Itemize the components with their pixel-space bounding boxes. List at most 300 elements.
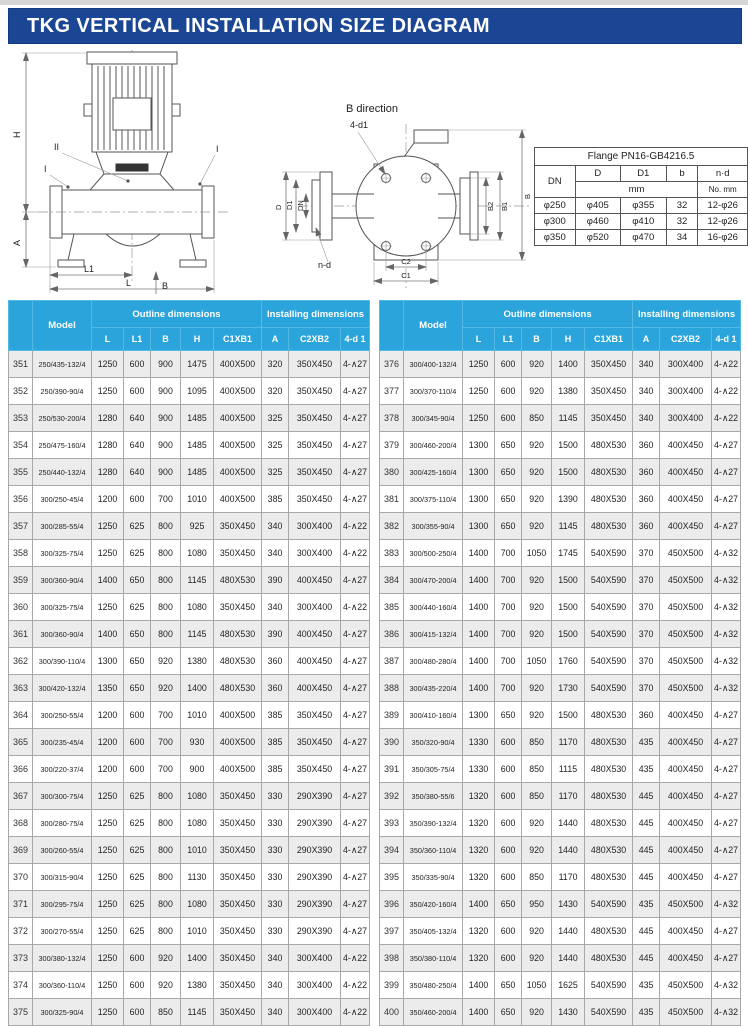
cell: 650: [495, 999, 522, 1026]
table-row: [9, 891, 370, 918]
table-row: [9, 432, 370, 459]
cell: 480X530: [585, 783, 633, 810]
cell: 340: [262, 540, 289, 567]
cell: 4-∧32: [712, 999, 741, 1026]
cell: 300X400: [289, 513, 341, 540]
cell: 1500: [552, 594, 585, 621]
cell: 400X450: [660, 783, 712, 810]
cell: 600: [495, 405, 522, 432]
cell: 300/390-110/4: [33, 648, 92, 675]
cell: 300/300-75/4: [33, 783, 92, 810]
cell: 650: [495, 432, 522, 459]
cell: 1760: [552, 648, 585, 675]
cell: 1400: [181, 945, 214, 972]
cell: 340: [633, 378, 660, 405]
cell: 1500: [552, 621, 585, 648]
cell: 920: [522, 351, 552, 378]
cell: 640: [124, 459, 151, 486]
table-row: [9, 648, 370, 675]
cell: 1350: [92, 675, 124, 702]
cell: 290X390: [289, 891, 341, 918]
cell: 370: [633, 594, 660, 621]
cell: 800: [151, 837, 181, 864]
flange-table: [534, 147, 748, 246]
cell: 650: [124, 567, 151, 594]
cell: 300/410-160/4: [404, 702, 463, 729]
cell: 900: [151, 432, 181, 459]
cell: 1145: [181, 999, 214, 1026]
table-row: [9, 999, 370, 1026]
cell: 4-∧27: [712, 918, 741, 945]
cell: 250/530-200/4: [33, 405, 92, 432]
cell: 398: [380, 945, 404, 972]
cell: 920: [151, 648, 181, 675]
cell: 600: [124, 756, 151, 783]
table-row: [9, 459, 370, 486]
cell: 850: [522, 405, 552, 432]
table-row: [9, 567, 370, 594]
cell: 400X450: [660, 513, 712, 540]
cell: 400X500: [214, 756, 262, 783]
table-row: [9, 702, 370, 729]
cell: 435: [633, 999, 660, 1026]
cell: 1440: [552, 918, 585, 945]
cell: 379: [380, 432, 404, 459]
cell: 1250: [92, 891, 124, 918]
cell: 650: [124, 675, 151, 702]
cell: 370: [633, 621, 660, 648]
flange-col-d: D: [575, 166, 620, 182]
cell: 4-∧27: [341, 810, 370, 837]
table-row: [9, 540, 370, 567]
cell: 850: [151, 999, 181, 1026]
cell: 920: [522, 513, 552, 540]
cell: 1050: [522, 972, 552, 999]
cell: 600: [495, 729, 522, 756]
cell: 300/435-220/4: [404, 675, 463, 702]
cell: 480X530: [214, 567, 262, 594]
cell: 1300: [463, 432, 495, 459]
cell: 4-∧27: [341, 405, 370, 432]
cell: 600: [495, 810, 522, 837]
cell: 290X390: [289, 864, 341, 891]
table-row: [9, 810, 370, 837]
cell: 1130: [181, 864, 214, 891]
cell: 1320: [463, 918, 495, 945]
cell: 400X450: [289, 648, 341, 675]
cell: 1145: [181, 567, 214, 594]
cell: 300/460-200/4: [404, 432, 463, 459]
table-row: [535, 230, 748, 246]
cell: 350X450: [214, 864, 262, 891]
cell: 435: [633, 729, 660, 756]
cell: 300/425-160/4: [404, 459, 463, 486]
cell: 356: [9, 486, 33, 513]
cell: 1500: [552, 702, 585, 729]
cell: 1400: [463, 594, 495, 621]
cell: 1440: [552, 810, 585, 837]
flange-table-title: Flange PN16-GB4216.5: [535, 148, 748, 166]
cell: 353: [9, 405, 33, 432]
col-c1xb1: C1XB1: [214, 328, 262, 351]
cell: 350X450: [214, 513, 262, 540]
cell: 1400: [92, 567, 124, 594]
cell: 450X500: [660, 567, 712, 594]
cell: 4-∧32: [712, 594, 741, 621]
cell: 4-∧22: [712, 351, 741, 378]
cell: 700: [151, 729, 181, 756]
cell: 1250: [463, 378, 495, 405]
cell: 1080: [181, 891, 214, 918]
table-row: [380, 837, 741, 864]
cell: 650: [495, 459, 522, 486]
cell: 362: [9, 648, 33, 675]
table-row: [9, 783, 370, 810]
cell: 4-∧27: [341, 702, 370, 729]
cell: 360: [262, 675, 289, 702]
cell: 480X530: [585, 459, 633, 486]
cell: 340: [633, 405, 660, 432]
table-row: [380, 351, 741, 378]
cell: 366: [9, 756, 33, 783]
cell: 700: [495, 594, 522, 621]
table-row: [380, 378, 741, 405]
cell: 1080: [181, 810, 214, 837]
cell: 250/440-132/4: [33, 459, 92, 486]
cell: 4-∧27: [341, 675, 370, 702]
cell: 300/325-75/4: [33, 540, 92, 567]
cell: 1250: [92, 999, 124, 1026]
cell: 4-∧27: [341, 864, 370, 891]
col-h: H: [181, 328, 214, 351]
cell: 371: [9, 891, 33, 918]
table-row: [380, 972, 741, 999]
cell: 1400: [463, 999, 495, 1026]
cell: 300/285-55/4: [33, 513, 92, 540]
cell: 1200: [92, 729, 124, 756]
cell: 450X500: [660, 594, 712, 621]
table-row: [380, 999, 741, 1026]
cell: 350/305-75/4: [404, 756, 463, 783]
cell: 600: [124, 702, 151, 729]
cell: 1145: [552, 405, 585, 432]
flange-col-nd: n·d: [698, 166, 748, 182]
cell: 1010: [181, 837, 214, 864]
table-row: [9, 945, 370, 972]
cell: 350/320-90/4: [404, 729, 463, 756]
cell: 1250: [92, 837, 124, 864]
cell: 1320: [463, 837, 495, 864]
cell: 300/360-90/4: [33, 567, 92, 594]
cell: 450X500: [660, 621, 712, 648]
cell: 370: [9, 864, 33, 891]
cell: 800: [151, 783, 181, 810]
cell: 600: [495, 945, 522, 972]
cell: 800: [151, 594, 181, 621]
cell: 350/335-90/4: [404, 864, 463, 891]
cell: 450X500: [660, 648, 712, 675]
cell: 360: [633, 513, 660, 540]
table-row: [9, 837, 370, 864]
cell: 300/250-45/4: [33, 486, 92, 513]
cell: 300/415-132/4: [404, 621, 463, 648]
cell: 290X390: [289, 783, 341, 810]
cell: 1280: [92, 459, 124, 486]
table-row: [380, 486, 741, 513]
cell: 330: [262, 783, 289, 810]
cell: 4-∧32: [712, 648, 741, 675]
cell: 350X450: [585, 405, 633, 432]
cell: 920: [151, 945, 181, 972]
cell: 600: [495, 837, 522, 864]
cell: 300/500-250/4: [404, 540, 463, 567]
cell: 600: [124, 945, 151, 972]
cell: 350X450: [214, 999, 262, 1026]
table-row: [380, 783, 741, 810]
cell: 1400: [181, 675, 214, 702]
table-row: [9, 675, 370, 702]
cell: 4-∧27: [341, 351, 370, 378]
cell: 1380: [181, 648, 214, 675]
cell: 1145: [552, 513, 585, 540]
cell: φ355: [621, 198, 666, 214]
cell: 4-∧27: [712, 513, 741, 540]
flange-col-dn: DN: [535, 166, 576, 198]
cell: 370: [633, 540, 660, 567]
cell: φ405: [575, 198, 620, 214]
cell: 4-∧27: [341, 486, 370, 513]
cell: 300X400: [289, 594, 341, 621]
cell: 1250: [92, 783, 124, 810]
cell: 399: [380, 972, 404, 999]
cell: 32: [666, 214, 698, 230]
cell: 300X400: [660, 351, 712, 378]
table-row: [380, 513, 741, 540]
cell: 480X530: [585, 513, 633, 540]
cell: 920: [522, 594, 552, 621]
dim-l-label: L: [126, 278, 132, 288]
table-row: [9, 621, 370, 648]
cell: 400X450: [289, 621, 341, 648]
page-title: TKG VERTICAL INSTALLATION SIZE DIAGRAM: [8, 8, 742, 44]
cell: 1485: [181, 459, 214, 486]
col-a: A: [262, 328, 289, 351]
cell: 700: [495, 675, 522, 702]
cell: 920: [522, 675, 552, 702]
cell: 1250: [92, 972, 124, 999]
cell: 351: [9, 351, 33, 378]
cell: 850: [522, 864, 552, 891]
col-c1xb1: C1XB1: [585, 328, 633, 351]
cell: 1485: [181, 432, 214, 459]
cell: 400X450: [660, 459, 712, 486]
cell: 377: [380, 378, 404, 405]
cell: 850: [522, 729, 552, 756]
table-row: [535, 214, 748, 230]
cell: 300X400: [289, 945, 341, 972]
cell: 900: [151, 378, 181, 405]
cell: 1380: [181, 972, 214, 999]
cell: 300/325-75/4: [33, 594, 92, 621]
cell: 4-∧32: [712, 621, 741, 648]
cell: 1390: [552, 486, 585, 513]
cell: 350X450: [585, 351, 633, 378]
cell: 392: [380, 783, 404, 810]
cell: 350X450: [289, 378, 341, 405]
cell: 4-∧27: [712, 783, 741, 810]
cell: 384: [380, 567, 404, 594]
cell: 1115: [552, 756, 585, 783]
cell: 363: [9, 675, 33, 702]
cell: 540X590: [585, 675, 633, 702]
cell: 300/235-45/4: [33, 729, 92, 756]
cell: 640: [124, 405, 151, 432]
cell: 350X450: [214, 918, 262, 945]
cell: 1400: [463, 621, 495, 648]
cell: 330: [262, 918, 289, 945]
cell: 300/400-132/4: [404, 351, 463, 378]
outline-dimensions-header: Outline dimensions: [463, 301, 633, 328]
spec-table-right: [379, 300, 741, 1026]
cell: 920: [522, 702, 552, 729]
col-l: L: [92, 328, 124, 351]
cell: 700: [151, 702, 181, 729]
port-ii-label: II: [54, 142, 60, 152]
col-l: L: [463, 328, 495, 351]
cell: 300/355-90/4: [404, 513, 463, 540]
cell: 4-∧22: [341, 540, 370, 567]
cell: 359: [9, 567, 33, 594]
cell: 480X530: [585, 756, 633, 783]
cell: 450X500: [660, 675, 712, 702]
cell: 920: [522, 999, 552, 1026]
cell: 300/420-132/4: [33, 675, 92, 702]
cell: 340: [262, 999, 289, 1026]
cell: 300/270-55/4: [33, 918, 92, 945]
cell: 355: [9, 459, 33, 486]
cell: 4-∧27: [712, 702, 741, 729]
cell: 4-∧22: [712, 405, 741, 432]
col-l1: L1: [124, 328, 151, 351]
cell: 400X500: [214, 459, 262, 486]
cell: 1400: [463, 972, 495, 999]
cell: 390: [262, 621, 289, 648]
table-row: [380, 540, 741, 567]
cell: 350X450: [214, 783, 262, 810]
cell: 340: [262, 945, 289, 972]
cell: 400X500: [214, 351, 262, 378]
flange-unit-nd: No. mm: [698, 182, 748, 198]
cell: 385: [380, 594, 404, 621]
cell: 480X530: [585, 918, 633, 945]
cell: 1250: [463, 405, 495, 432]
cell: φ460: [575, 214, 620, 230]
cell: 480X530: [585, 702, 633, 729]
cell: 400X500: [214, 702, 262, 729]
port-note-ii: II : Rp1/4": [220, 352, 260, 362]
table-row: [9, 972, 370, 999]
table-row: [380, 702, 741, 729]
cell: 300/280-75/4: [33, 810, 92, 837]
cell: 450X500: [660, 540, 712, 567]
outline-dimensions-header: Outline dimensions: [92, 301, 262, 328]
cell: 445: [633, 783, 660, 810]
cell: 480X530: [214, 675, 262, 702]
cell: 400X450: [660, 486, 712, 513]
cell: 1300: [463, 513, 495, 540]
cell: 376: [380, 351, 404, 378]
cell: 1250: [92, 513, 124, 540]
cell: 352: [9, 378, 33, 405]
cell: 4-∧27: [712, 837, 741, 864]
cell: 350X450: [289, 729, 341, 756]
table-row: [9, 378, 370, 405]
cell: 300X400: [660, 378, 712, 405]
cell: 1430: [552, 891, 585, 918]
cell: 4-∧27: [341, 621, 370, 648]
cell: 290X390: [289, 918, 341, 945]
table-row: [380, 459, 741, 486]
cell: 395: [380, 864, 404, 891]
cell: 625: [124, 891, 151, 918]
cell: 360: [633, 432, 660, 459]
cell: 390: [262, 567, 289, 594]
table-row: [380, 621, 741, 648]
cell: 375: [9, 999, 33, 1026]
cell: 650: [124, 621, 151, 648]
cell: 350/380-110/4: [404, 945, 463, 972]
port-i-right-label: I: [216, 144, 219, 154]
cell: 650: [495, 972, 522, 999]
flange-col-b: b: [666, 166, 698, 182]
cell: 354: [9, 432, 33, 459]
cell: 300X400: [289, 972, 341, 999]
cell: 850: [522, 783, 552, 810]
col-b: B: [522, 328, 552, 351]
cell: 1250: [92, 594, 124, 621]
dim-b-label: B: [162, 281, 169, 291]
cell: 1475: [181, 351, 214, 378]
cell: 540X590: [585, 594, 633, 621]
cell: 32: [666, 198, 698, 214]
cell: 4-∧27: [712, 432, 741, 459]
cell: 1380: [552, 378, 585, 405]
cell: 600: [495, 918, 522, 945]
cell: 625: [124, 918, 151, 945]
dim-a-label: A: [12, 239, 22, 246]
cell: 385: [262, 729, 289, 756]
cell: 4-∧22: [341, 999, 370, 1026]
cell: 1250: [92, 351, 124, 378]
table-row: [380, 756, 741, 783]
table-row: [380, 567, 741, 594]
cell: 350X450: [585, 378, 633, 405]
cell: 350/380-55/6: [404, 783, 463, 810]
cell: 400X450: [660, 837, 712, 864]
cell: 480X530: [585, 837, 633, 864]
cell: 400X450: [660, 756, 712, 783]
cell: 540X590: [585, 972, 633, 999]
cell: 1300: [463, 459, 495, 486]
flange-unit: mm: [575, 182, 698, 198]
cell: 700: [495, 567, 522, 594]
cell: 4-∧22: [712, 378, 741, 405]
cell: 920: [522, 810, 552, 837]
cell: 385: [262, 702, 289, 729]
cell: 4-∧22: [341, 972, 370, 999]
col-l1: L1: [495, 328, 522, 351]
cell: 350X450: [289, 702, 341, 729]
